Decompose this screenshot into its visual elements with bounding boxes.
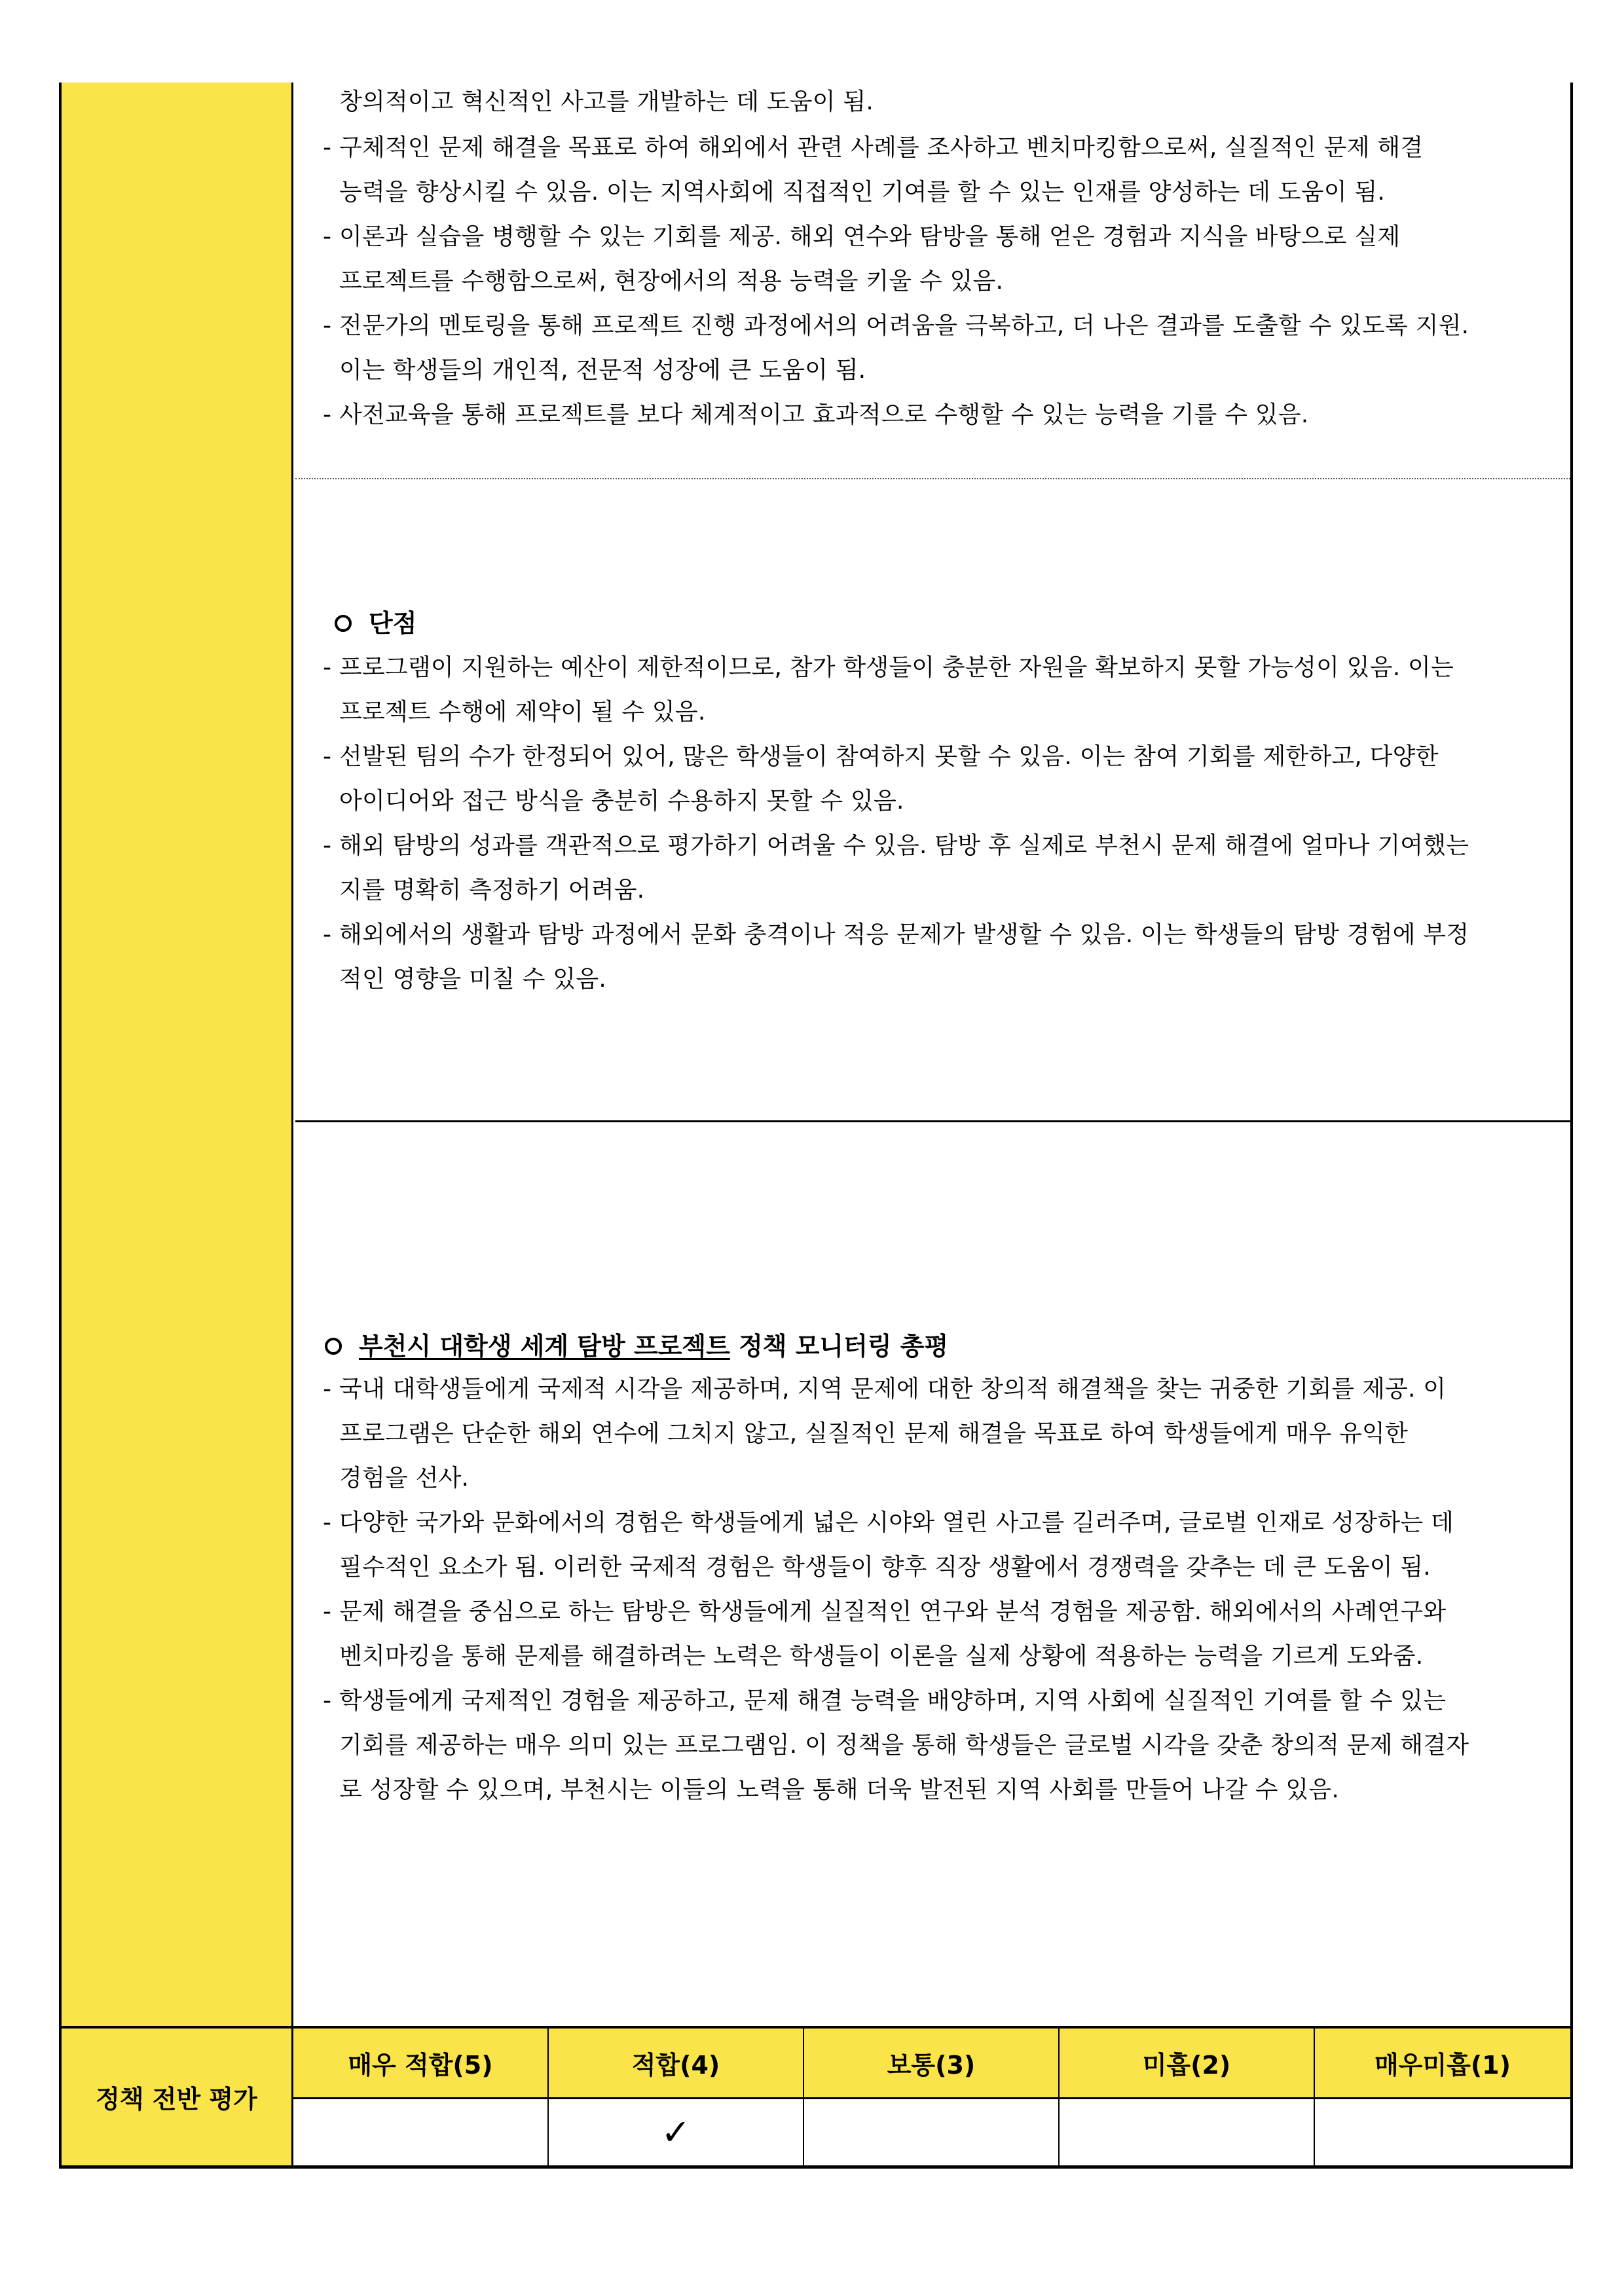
text-line: 구체적인 문제 해결을 목표로 하여 해외에서 관련 사례를 조사하고 벤치마킹함으로써, 실질적인 문제 해결 [339, 134, 1424, 161]
policy-evaluation-sheet [59, 83, 1573, 2169]
bullet-dash: - [323, 654, 331, 681]
text-line: 적인 영향을 미칠 수 있음. [339, 966, 606, 993]
circle-bullet-icon [325, 1338, 342, 1355]
text-line: 프로그램은 단순한 해외 연수에 그치지 않고, 실질적인 문제 해결을 목표로 하여 학생들에게 매우 유익한 [339, 1420, 1408, 1447]
rating-option-very-insufficient: 매우미흡(1) [1315, 2029, 1570, 2099]
bullet-dash: - [323, 832, 331, 859]
heading-text: 단점 [369, 609, 417, 638]
summary-section [295, 1122, 1570, 2026]
rating-label: 정책 전반 평가 [62, 2029, 293, 2165]
text-line: 로 성장할 수 있으며, 부천시는 이들의 노력을 통해 더욱 발전된 지역 사회를 만들어 나갈 수 있음. [339, 1776, 1340, 1803]
text-line: 아이디어와 접근 방식을 충분히 수용하지 못할 수 있음. [339, 788, 904, 815]
left-label-column [62, 83, 293, 2026]
bullet-dash: - [323, 223, 331, 250]
text-line: 프로그램이 지원하는 예산이 제한적이므로, 참가 학생들이 충분한 자원을 확보하지 못할 가능성이 있음. 이는 [339, 654, 1454, 681]
weaknesses-section [295, 479, 1570, 1122]
text-line: 국내 대학생들에게 국제적 시각을 제공하며, 지역 문제에 대한 창의적 해결책을 찾는 귀중한 기회를 제공. 이 [339, 1376, 1447, 1403]
rating-cell [1060, 2099, 1315, 2165]
text-line: 문제 해결을 중심으로 하는 탐방은 학생들에게 실질적인 연구와 분석 경험을 제공함. 해외에서의 사례연구와 [339, 1598, 1447, 1625]
circle-bullet-icon [335, 615, 352, 632]
strengths-section [295, 83, 1570, 479]
text-line: 창의적이고 혁신적인 사고를 개발하는 데 도움이 됨. [339, 88, 874, 115]
text-line: 선발된 팀의 수가 한정되어 있어, 많은 학생들이 참여하지 못할 수 있음. 이는 참여 기회를 제한하고, 다양한 [339, 743, 1439, 770]
bullet-dash: - [323, 1687, 331, 1714]
text-line: 전문가의 멘토링을 통해 프로젝트 진행 과정에서의 어려움을 극복하고, 더 나은 결과를 도출할 수 있도록 지원. [339, 312, 1469, 339]
rating-option-suitable: 적합(4) [549, 2029, 804, 2099]
text-line: 프로젝트를 수행함으로써, 현장에서의 적용 능력을 키울 수 있음. [339, 268, 1004, 295]
text-line: 해외에서의 생활과 탐방 과정에서 문화 충격이나 적응 문제가 발생할 수 있음. 이는 학생들의 탐방 경험에 부정 [339, 921, 1469, 948]
bullet-dash: - [323, 743, 331, 770]
rating-cell [293, 2099, 549, 2165]
heading-underlined-text: 부천시 대학생 세계 탐방 프로젝트 [359, 1332, 730, 1361]
bullet-dash: - [323, 1509, 331, 1536]
text-line: 해외 탐방의 성과를 객관적으로 평가하기 어려울 수 있음. 탐방 후 실제로 부천시 문제 해결에 얼마나 기여했는 [339, 832, 1469, 859]
text-line: 사전교육을 통해 프로젝트를 보다 체계적이고 효과적으로 수행할 수 있는 능력을 기를 수 있음. [339, 401, 1309, 428]
rating-option-insufficient: 미흡(2) [1060, 2029, 1315, 2099]
rating-cell [1315, 2099, 1570, 2165]
rating-option-average: 보통(3) [804, 2029, 1060, 2099]
text-line: 이는 학생들의 개인적, 전문적 성장에 큰 도움이 됨. [339, 357, 866, 384]
text-line: 지를 명확히 측정하기 어려움. [339, 877, 645, 904]
heading-text: 정책 모니터링 총평 [739, 1332, 949, 1361]
rating-option-very-suitable: 매우 적합(5) [293, 2029, 549, 2099]
bullet-dash: - [323, 1598, 331, 1625]
text-line: 프로젝트 수행에 제약이 될 수 있음. [339, 699, 706, 725]
text-line: 다양한 국가와 문화에서의 경험은 학생들에게 넓은 시야와 열린 사고를 길러주며, 글로벌 인재로 성장하는 데 [339, 1509, 1454, 1536]
text-line: 벤치마킹을 통해 문제를 해결하려는 노력은 학생들이 이론을 실제 상황에 적용하는 능력을 기르게 도와줌. [339, 1643, 1424, 1670]
bullet-dash: - [323, 921, 331, 948]
text-line: 학생들에게 국제적인 경험을 제공하고, 문제 해결 능력을 배양하며, 지역 사회에 실질적인 기여를 할 수 있는 [339, 1687, 1447, 1714]
bullet-dash: - [323, 401, 331, 428]
checkmark-icon: ✓ [549, 2099, 804, 2165]
text-line: 기회를 제공하는 매우 의미 있는 프로그램임. 이 정책을 통해 학생들은 글로벌 시각을 갖춘 창의적 문제 해결자 [339, 1732, 1469, 1759]
bullet-dash: - [323, 134, 331, 161]
text-line: 경험을 선사. [339, 1465, 470, 1492]
bullet-dash: - [323, 1376, 331, 1403]
text-line: 능력을 향상시킬 수 있음. 이는 지역사회에 직접적인 기여를 할 수 있는 인재를 양성하는 데 도움이 됨. [339, 179, 1385, 206]
rating-cell [804, 2099, 1060, 2165]
overall-rating-table [62, 2026, 1570, 2165]
weaknesses-heading [335, 609, 416, 638]
text-line: 필수적인 요소가 됨. 이러한 국제적 경험은 학생들이 향후 직장 생활에서 경쟁력을 갖추는 데 큰 도움이 됨. [339, 1554, 1431, 1581]
bullet-dash: - [323, 312, 331, 339]
text-line: 이론과 실습을 병행할 수 있는 기회를 제공. 해외 연수와 탐방을 통해 얻은 경험과 지식을 바탕으로 실제 [339, 223, 1401, 250]
summary-heading [325, 1332, 948, 1361]
